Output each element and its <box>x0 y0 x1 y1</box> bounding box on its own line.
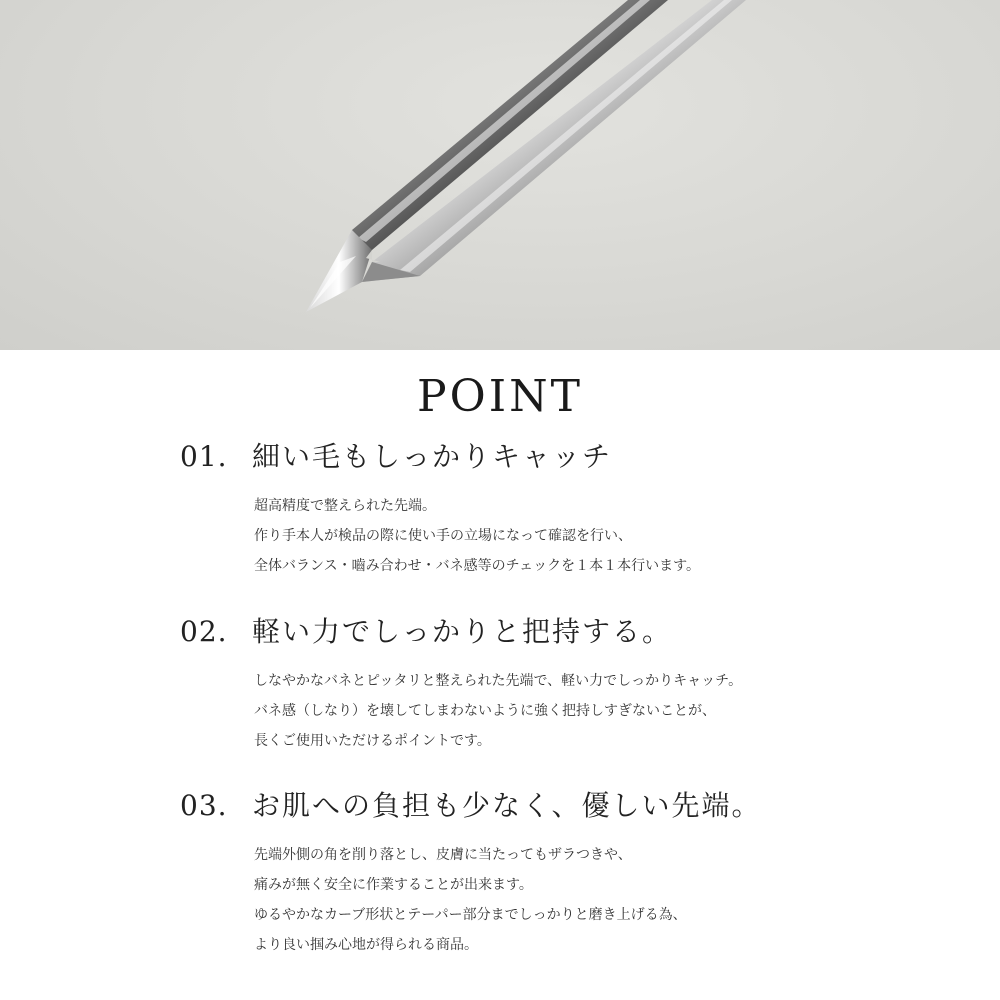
tweezers-image <box>0 0 1000 350</box>
description-line: バネ感（しなり）を壊してしまわないように強く把持しすぎないことが、 <box>254 703 716 719</box>
point-description <box>254 666 920 756</box>
description-line: 全体バランス・嚙み合わせ・バネ感等のチェックを１本１本行います。 <box>254 558 701 574</box>
section-heading: POINT <box>417 371 583 422</box>
description-line: 長くご使用いただけるポイントです。 <box>254 733 491 749</box>
point-title: お肌への負担も少なく、優しい先端。 <box>252 789 762 822</box>
description-line: ゆるやかなカーブ形状とテーパー部分までしっかりと磨き上げる為、 <box>254 907 687 923</box>
point-number: 03. <box>180 789 228 822</box>
point-1 <box>180 437 920 581</box>
point-number: 02. <box>180 615 228 648</box>
description-line: 超高精度で整えられた先端。 <box>254 498 436 514</box>
point-description <box>254 491 920 581</box>
point-3 <box>180 786 920 960</box>
description-line: 痛みが無く安全に作業することが出来ます。 <box>254 877 533 893</box>
point-2 <box>180 612 920 756</box>
product-photo <box>0 0 1000 350</box>
description-line: より良い掴み心地が得られる商品。 <box>254 937 478 953</box>
point-title: 軽い力でしっかりと把持する。 <box>252 615 673 648</box>
description-line: しなやかなバネとピッタリと整えられた先端で、軽い力でしっかりキャッチ。 <box>254 673 743 689</box>
description-line: 作り手本人が検品の際に使い手の立場になって確認を行い、 <box>254 528 632 544</box>
point-number: 01. <box>180 440 228 473</box>
point-description <box>254 840 920 960</box>
description-line: 先端外側の角を削り落とし、皮膚に当たってもザラつきや、 <box>254 847 632 863</box>
point-title: 細い毛もしっかりキャッチ <box>252 440 613 473</box>
